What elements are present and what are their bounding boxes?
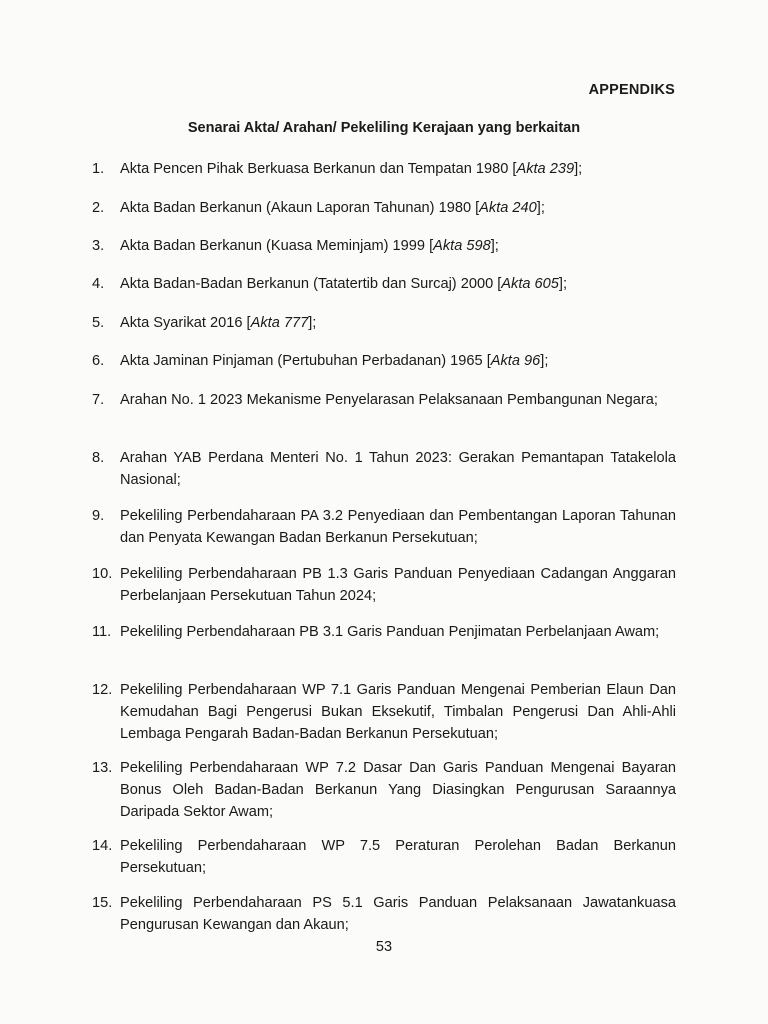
- item-number: 15.: [92, 895, 113, 911]
- item-number: 7.: [92, 392, 105, 408]
- list-item: [92, 835, 676, 879]
- item-text: Akta Badan Berkanun (Akaun Laporan Tahunan) 1980 [Akta 240];: [120, 200, 545, 216]
- list-item: [92, 679, 676, 745]
- item-text: Pekeliling Perbendaharaan PB 1.3 Garis Panduan Penyediaan Cadangan Anggaran Perbelanjaan Persekutuan Tahun 2024;: [120, 566, 676, 604]
- list-item: [92, 505, 676, 549]
- item-number: 6.: [92, 353, 105, 369]
- list-item: [92, 389, 676, 411]
- item-text: Akta Badan-Badan Berkanun (Tatatertib dan Surcaj) 2000 [Akta 605];: [120, 276, 568, 292]
- act-number: Akta 96: [490, 353, 541, 369]
- item-text: Akta Syarikat 2016 [Akta 777];: [120, 315, 317, 331]
- list-item: [92, 447, 676, 491]
- item-text: Pekeliling Perbendaharaan PB 3.1 Garis Panduan Penjimatan Perbelanjaan Awam;: [120, 624, 660, 640]
- item-text: Arahan No. 1 2023 Mekanisme Penyelarasan Pelaksanaan Pembangunan Negara;: [120, 392, 658, 408]
- item-number: 8.: [92, 450, 105, 466]
- item-number: 3.: [92, 238, 105, 254]
- list-item: [92, 563, 676, 607]
- list-item: [92, 273, 676, 295]
- item-number: 11.: [92, 624, 112, 640]
- list-item: [92, 892, 676, 936]
- item-number: 10.: [92, 566, 113, 582]
- item-text: Arahan YAB Perdana Menteri No. 1 Tahun 2023: Gerakan Pemantapan Tatakelola Nasional;: [120, 450, 676, 488]
- item-text: Pekeliling Perbendaharaan WP 7.2 Dasar Dan Garis Panduan Mengenai Bayaran Bonus Oleh Badan-Badan Berkanun Yang Diasingkan Pengurusan Saraannya Daripada Sektor Awam;: [120, 760, 676, 820]
- page-number: 53: [375, 939, 393, 955]
- act-number: Akta 605: [501, 276, 559, 292]
- list-item: [92, 350, 676, 372]
- list-item: [92, 621, 676, 643]
- list-item: [92, 197, 676, 219]
- list-item: [92, 757, 676, 823]
- act-number: Akta 240: [479, 200, 537, 216]
- document-title: Senarai Akta/ Arahan/ Pekeliling Kerajaan yang berkaitan: [187, 120, 581, 136]
- act-number: Akta 777: [250, 315, 309, 331]
- item-text: Pekeliling Perbendaharaan WP 7.1 Garis Panduan Mengenai Pemberian Elaun Dan Kemudahan Bagi Pengerusi Bukan Eksekutif, Timbalan Pengerusi Dan Ahli-Ahli Lembaga Pengarah Badan-Badan Berkanun Persekutuan;: [120, 682, 676, 742]
- item-number: 4.: [92, 276, 105, 292]
- item-number: 13.: [92, 760, 113, 776]
- item-text: Akta Pencen Pihak Berkuasa Berkanun dan Tempatan 1980 [Akta 239];: [120, 161, 583, 177]
- list-item: [92, 158, 676, 180]
- item-text: Pekeliling Perbendaharaan WP 7.5 Peraturan Perolehan Badan Berkanun Persekutuan;: [120, 838, 676, 876]
- act-number: Akta 239: [516, 161, 575, 177]
- item-number: 12.: [92, 682, 113, 698]
- item-number: 2.: [92, 200, 105, 216]
- item-text: Akta Jaminan Pinjaman (Pertubuhan Perbadanan) 1965 [Akta 96];: [120, 353, 549, 369]
- list-item: [92, 235, 676, 257]
- item-number: 9.: [92, 508, 105, 524]
- item-text: Akta Badan Berkanun (Kuasa Meminjam) 1999 [Akta 598];: [120, 238, 499, 254]
- item-number: 5.: [92, 315, 105, 331]
- item-number: 1.: [92, 161, 105, 177]
- item-text: Pekeliling Perbendaharaan PA 3.2 Penyediaan dan Pembentangan Laporan Tahunan dan Penyata Kewangan Badan Berkanun Persekutuan;: [120, 508, 676, 546]
- item-text: Pekeliling Perbendaharaan PS 5.1 Garis Panduan Pelaksanaan Jawatankuasa Pengurusan Kewangan dan Akaun;: [120, 895, 676, 933]
- appendix-heading: APPENDIKS: [588, 82, 675, 98]
- list-item: [92, 312, 676, 334]
- item-number: 14.: [92, 838, 113, 854]
- act-number: Akta 598: [433, 238, 491, 254]
